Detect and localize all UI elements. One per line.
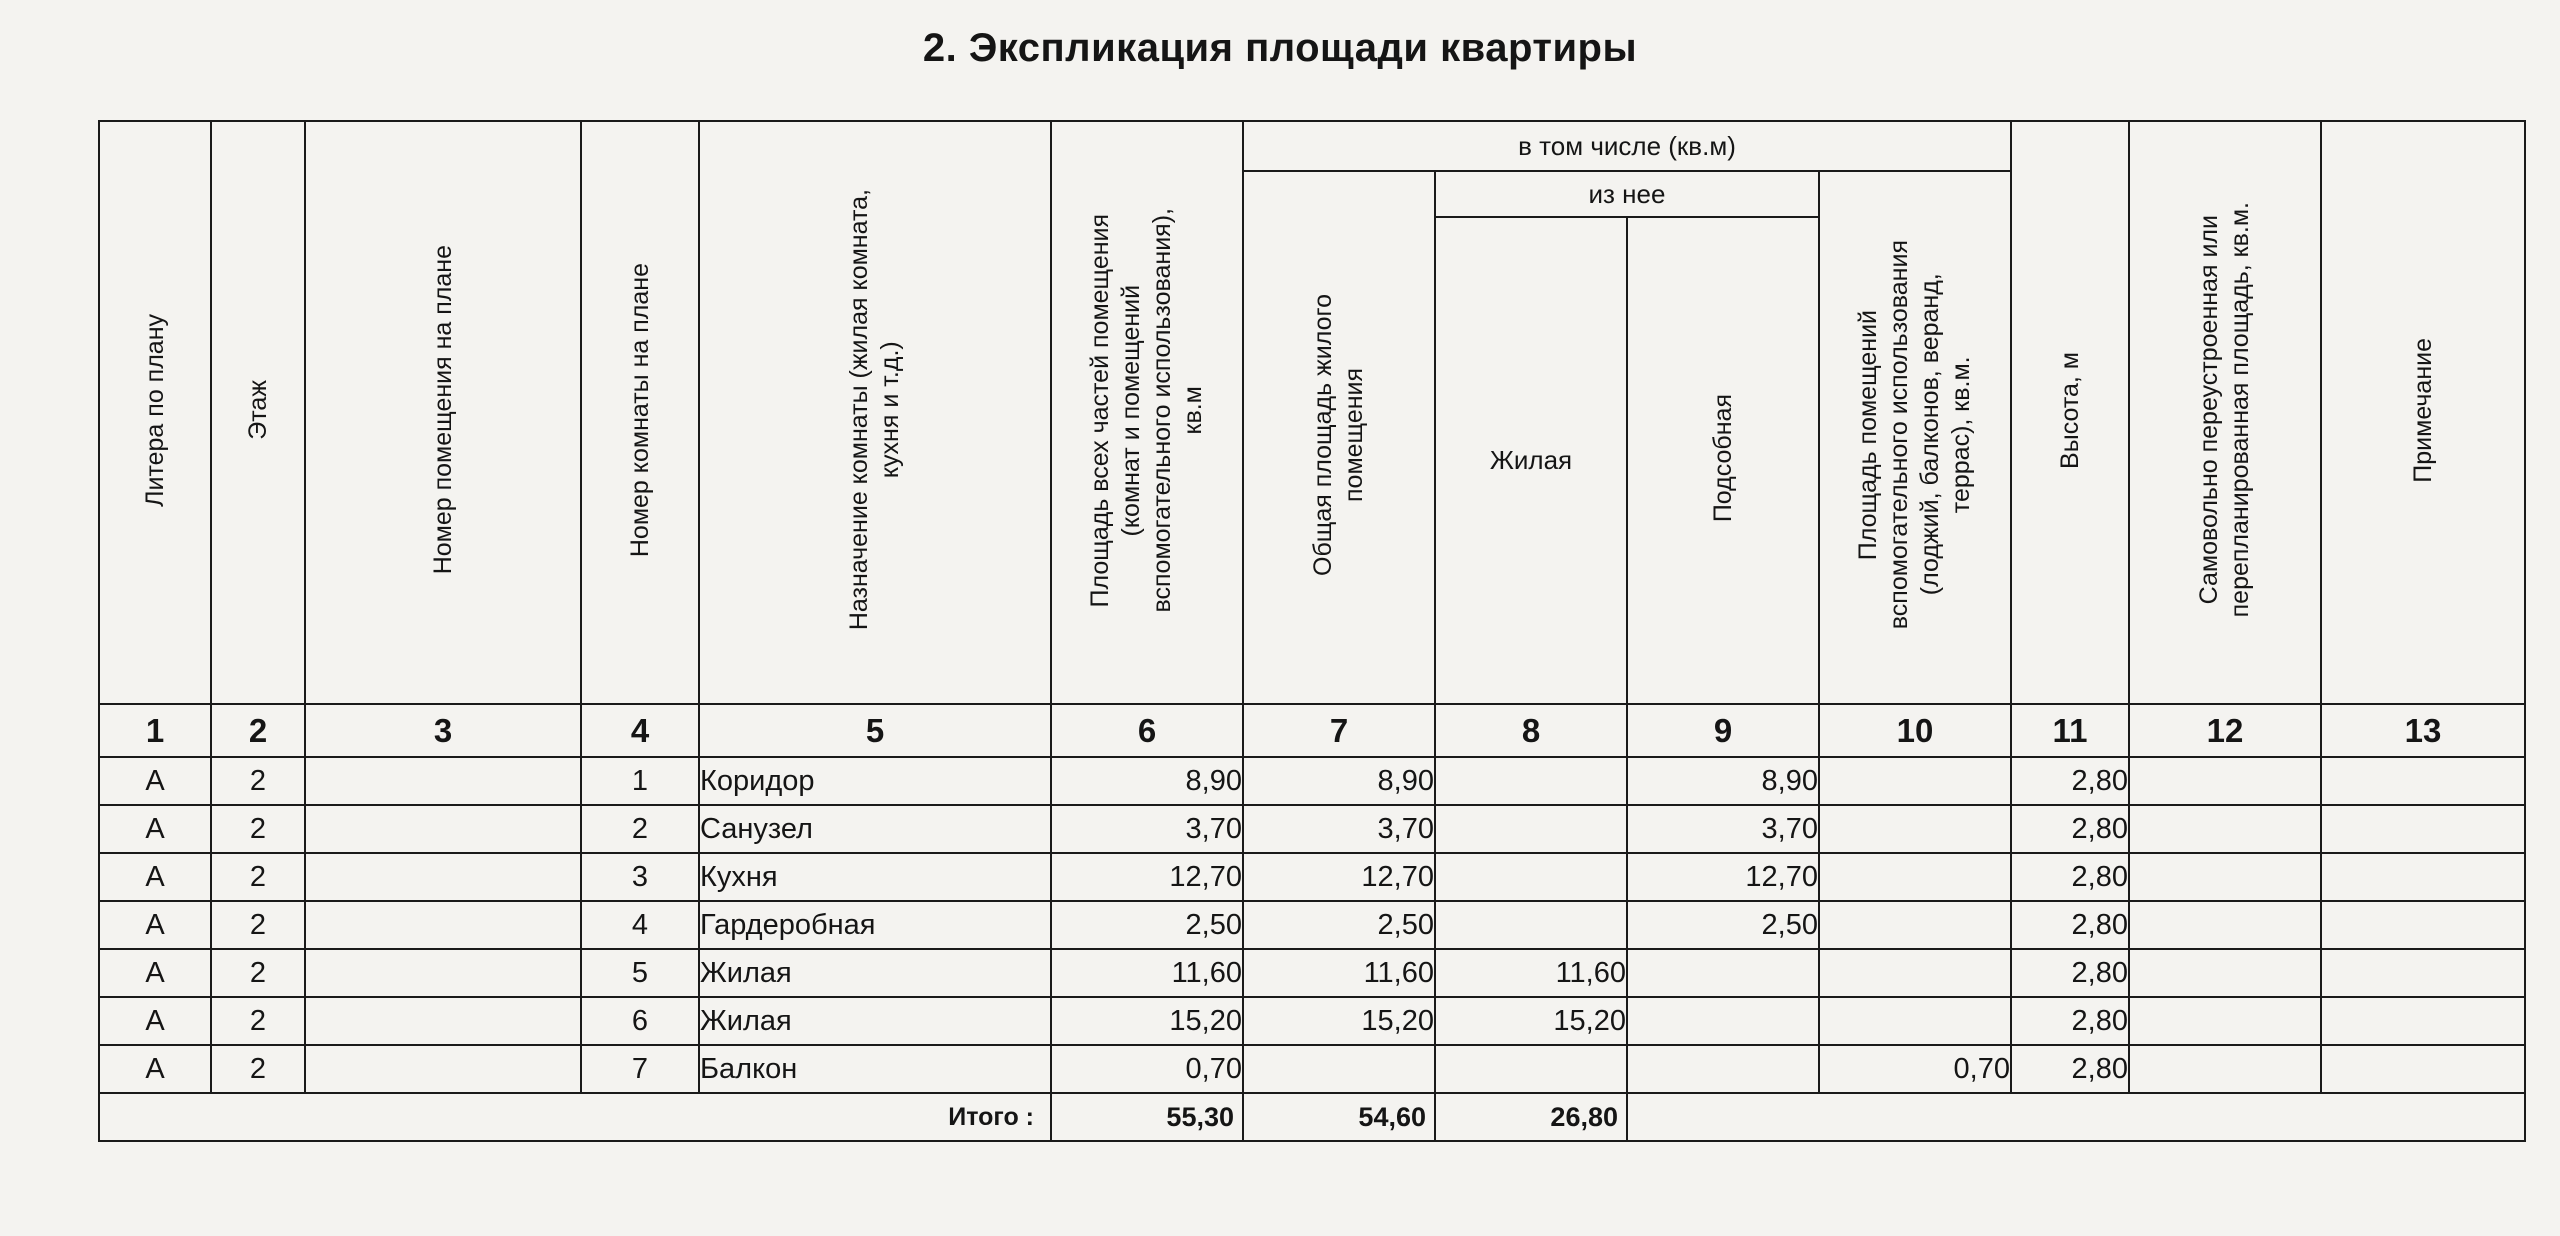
cell-height: 2,80 bbox=[2011, 853, 2129, 901]
cell-note bbox=[2321, 853, 2525, 901]
column-number: 8 bbox=[1435, 704, 1627, 757]
cell-room-number: 1 bbox=[581, 757, 699, 805]
column-number: 2 bbox=[211, 704, 305, 757]
cell-area-total: 8,90 bbox=[1051, 757, 1243, 805]
cell-area-total: 12,70 bbox=[1051, 853, 1243, 901]
table-row bbox=[99, 1045, 2525, 1093]
cell-auxiliary: 3,70 bbox=[1627, 805, 1819, 853]
column-number: 3 bbox=[305, 704, 581, 757]
table-row bbox=[99, 805, 2525, 853]
cell-room-number: 6 bbox=[581, 997, 699, 1045]
column-number: 5 bbox=[699, 704, 1051, 757]
cell-room-number: 5 bbox=[581, 949, 699, 997]
cell-balcony bbox=[1819, 901, 2011, 949]
cell-litera: А bbox=[99, 853, 211, 901]
column-number: 4 bbox=[581, 704, 699, 757]
header-room-number: Номер комнаты на плане bbox=[581, 121, 699, 704]
total-empty bbox=[1627, 1093, 2525, 1141]
cell-height: 2,80 bbox=[2011, 901, 2129, 949]
cell-premise-number bbox=[305, 997, 581, 1045]
cell-note bbox=[2321, 805, 2525, 853]
table-row bbox=[99, 949, 2525, 997]
cell-litera: А bbox=[99, 949, 211, 997]
cell-purpose: Жилая bbox=[699, 997, 1051, 1045]
cell-balcony: 0,70 bbox=[1819, 1045, 2011, 1093]
cell-room-number: 2 bbox=[581, 805, 699, 853]
total-row bbox=[99, 1093, 2525, 1141]
column-number: 10 bbox=[1819, 704, 2011, 757]
cell-room-number: 3 bbox=[581, 853, 699, 901]
total-area-living-total: 54,60 bbox=[1243, 1093, 1435, 1141]
header-floor: Этаж bbox=[211, 121, 305, 704]
cell-area-total: 3,70 bbox=[1051, 805, 1243, 853]
cell-balcony bbox=[1819, 949, 2011, 997]
document-title: 2. Экспликация площади квартиры bbox=[922, 26, 1638, 70]
cell-litera: А bbox=[99, 901, 211, 949]
total-area-total: 55,30 bbox=[1051, 1093, 1243, 1141]
cell-purpose: Гардеробная bbox=[699, 901, 1051, 949]
cell-area-living-total: 2,50 bbox=[1243, 901, 1435, 949]
cell-purpose: Коридор bbox=[699, 757, 1051, 805]
cell-height: 2,80 bbox=[2011, 1045, 2129, 1093]
header-unauthorized-area: Самовольно переустроенная или перепланированная площадь, кв.м. bbox=[2129, 121, 2321, 704]
header-living: Жилая bbox=[1435, 217, 1627, 704]
cell-note bbox=[2321, 757, 2525, 805]
cell-litera: А bbox=[99, 805, 211, 853]
header-total-area: Площадь всех частей помещения (комнат и помещений вспомогательного использования), кв.м bbox=[1051, 121, 1243, 704]
table-row bbox=[99, 853, 2525, 901]
cell-premise-number bbox=[305, 901, 581, 949]
cell-auxiliary bbox=[1627, 1045, 1819, 1093]
cell-litera: А bbox=[99, 1045, 211, 1093]
cell-auxiliary: 8,90 bbox=[1627, 757, 1819, 805]
column-number: 7 bbox=[1243, 704, 1435, 757]
table-row bbox=[99, 757, 2525, 805]
cell-area-total: 11,60 bbox=[1051, 949, 1243, 997]
cell-auxiliary: 12,70 bbox=[1627, 853, 1819, 901]
cell-purpose: Кухня bbox=[699, 853, 1051, 901]
cell-note bbox=[2321, 997, 2525, 1045]
cell-area-total: 15,20 bbox=[1051, 997, 1243, 1045]
cell-purpose: Жилая bbox=[699, 949, 1051, 997]
header-litera: Литера по плану bbox=[99, 121, 211, 704]
table-row bbox=[99, 901, 2525, 949]
column-number: 1 bbox=[99, 704, 211, 757]
cell-premise-number bbox=[305, 1045, 581, 1093]
cell-unauthorized bbox=[2129, 949, 2321, 997]
cell-area-living-total: 8,90 bbox=[1243, 757, 1435, 805]
header-height: Высота, м bbox=[2011, 121, 2129, 704]
cell-area-living-total bbox=[1243, 1045, 1435, 1093]
column-number: 11 bbox=[2011, 704, 2129, 757]
cell-floor: 2 bbox=[211, 901, 305, 949]
header-living-premise-area: Общая площадь жилого помещения bbox=[1243, 171, 1435, 704]
cell-balcony bbox=[1819, 757, 2011, 805]
cell-area-living-total: 15,20 bbox=[1243, 997, 1435, 1045]
column-number: 6 bbox=[1051, 704, 1243, 757]
explication-table bbox=[98, 120, 2526, 1142]
cell-premise-number bbox=[305, 757, 581, 805]
header-row-1 bbox=[99, 121, 2525, 171]
header-including-group: в том числе (кв.м) bbox=[1243, 121, 2011, 171]
cell-floor: 2 bbox=[211, 757, 305, 805]
cell-floor: 2 bbox=[211, 853, 305, 901]
cell-balcony bbox=[1819, 853, 2011, 901]
cell-height: 2,80 bbox=[2011, 757, 2129, 805]
cell-unauthorized bbox=[2129, 757, 2321, 805]
cell-balcony bbox=[1819, 997, 2011, 1045]
header-auxiliary-use-area: Площадь помещений вспомогательного использования (лоджий, балконов, веранд, террас), кв.м. bbox=[1819, 171, 2011, 704]
cell-litera: А bbox=[99, 757, 211, 805]
header-premise-number: Номер помещения на плане bbox=[305, 121, 581, 704]
total-label: Итого : bbox=[99, 1093, 1051, 1141]
cell-note bbox=[2321, 1045, 2525, 1093]
cell-living: 15,20 bbox=[1435, 997, 1627, 1045]
cell-living bbox=[1435, 853, 1627, 901]
cell-unauthorized bbox=[2129, 853, 2321, 901]
cell-unauthorized bbox=[2129, 1045, 2321, 1093]
cell-living bbox=[1435, 757, 1627, 805]
cell-floor: 2 bbox=[211, 997, 305, 1045]
cell-area-living-total: 12,70 bbox=[1243, 853, 1435, 901]
cell-balcony bbox=[1819, 805, 2011, 853]
cell-living bbox=[1435, 805, 1627, 853]
cell-floor: 2 bbox=[211, 949, 305, 997]
column-number: 12 bbox=[2129, 704, 2321, 757]
cell-auxiliary: 2,50 bbox=[1627, 901, 1819, 949]
column-number: 13 bbox=[2321, 704, 2525, 757]
header-of-which-group: из нее bbox=[1435, 171, 1819, 217]
table-row bbox=[99, 997, 2525, 1045]
cell-living bbox=[1435, 901, 1627, 949]
cell-height: 2,80 bbox=[2011, 997, 2129, 1045]
cell-floor: 2 bbox=[211, 1045, 305, 1093]
cell-area-living-total: 11,60 bbox=[1243, 949, 1435, 997]
cell-purpose: Санузел bbox=[699, 805, 1051, 853]
total-living: 26,80 bbox=[1435, 1093, 1627, 1141]
cell-unauthorized bbox=[2129, 997, 2321, 1045]
cell-floor: 2 bbox=[211, 805, 305, 853]
cell-room-number: 4 bbox=[581, 901, 699, 949]
cell-height: 2,80 bbox=[2011, 805, 2129, 853]
cell-premise-number bbox=[305, 853, 581, 901]
cell-room-number: 7 bbox=[581, 1045, 699, 1093]
cell-premise-number bbox=[305, 949, 581, 997]
cell-litera: А bbox=[99, 997, 211, 1045]
cell-unauthorized bbox=[2129, 805, 2321, 853]
cell-purpose: Балкон bbox=[699, 1045, 1051, 1093]
cell-note bbox=[2321, 901, 2525, 949]
cell-note bbox=[2321, 949, 2525, 997]
header-room-purpose: Назначение комнаты (жилая комната, кухня и т.д.) bbox=[699, 121, 1051, 704]
cell-area-total: 2,50 bbox=[1051, 901, 1243, 949]
cell-height: 2,80 bbox=[2011, 949, 2129, 997]
column-number: 9 bbox=[1627, 704, 1819, 757]
cell-area-living-total: 3,70 bbox=[1243, 805, 1435, 853]
cell-area-total: 0,70 bbox=[1051, 1045, 1243, 1093]
cell-unauthorized bbox=[2129, 901, 2321, 949]
cell-auxiliary bbox=[1627, 949, 1819, 997]
cell-premise-number bbox=[305, 805, 581, 853]
cell-living: 11,60 bbox=[1435, 949, 1627, 997]
header-auxiliary: Подсобная bbox=[1627, 217, 1819, 704]
cell-living bbox=[1435, 1045, 1627, 1093]
header-note: Примечание bbox=[2321, 121, 2525, 704]
column-numbers-row bbox=[99, 704, 2525, 757]
cell-auxiliary bbox=[1627, 997, 1819, 1045]
